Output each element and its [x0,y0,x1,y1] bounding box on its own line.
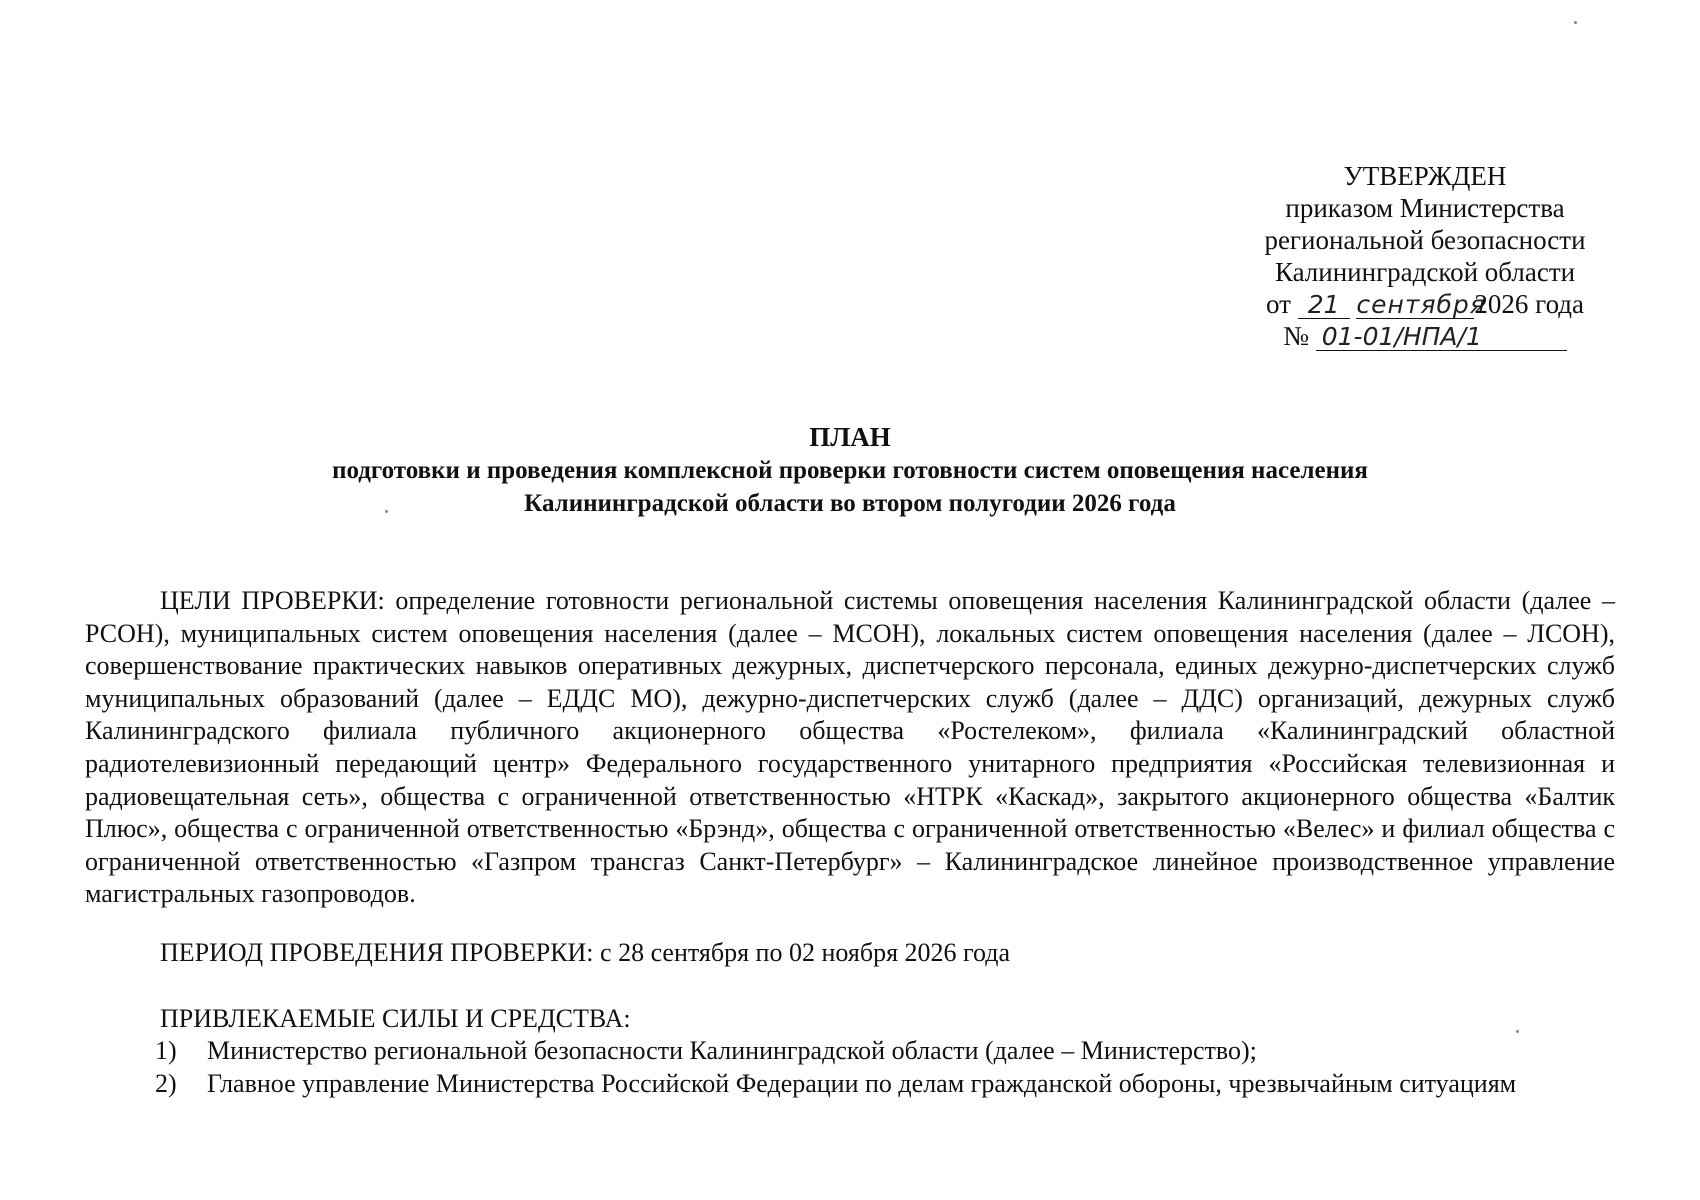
list-item-number: 2) [155,1068,177,1098]
title-line-2: Калининградской области во втором полугодии 2026 года [524,490,1176,517]
scan-speck [1574,21,1577,24]
document-title [100,420,1600,520]
forces-list [85,1035,1615,1100]
list-item-text: Главное управление Министерства Российской Федерации по делам гражданской обороны, чрезвычайным ситуациям [207,1068,1517,1098]
number-prefix: № [1283,321,1309,351]
approval-line-3: Калининградской области [1274,257,1576,287]
goals-paragraph: ЦЕЛИ ПРОВЕРКИ: определение готовности региональной системы оповещения населения Калининградской области (далее – РСОН), муниципальных систем оповещения населения (далее – МСОН), локальных систем оповещения населения (далее – ЛСОН), совершенствование практических навыков оперативных дежурных, диспетчерского персонала, единых дежурно-диспетчерских служб муниципальных образований (далее – ЕДДС МО), дежурно-диспетчерских служб (далее – ДДС) организаций, дежурных служб Калининградского филиала публичного акционерного общества «Ростелеком», филиала «Калининградский областной радиотелевизионный передающий центр» Федерального государственного унитарного предприятия «Российская телевизионная и радиовещательная сеть», общества с ограниченной ответственностью «НТРК «Каскад», закрытого акционерного общества «Балтик Плюс», общества с ограниченной ответственностью «Брэнд», общества с ограниченной ответственностью «Велес» и филиал общества с ограниченной ответственностью «Газпром трансгаз Санкт-Петербург» – Калининградское линейное производственное управление магистральных газопроводов. [85,586,1615,909]
handwritten-number: 01-01/НПА/1 [1316,324,1567,351]
approval-block [1245,160,1605,352]
approval-heading: УТВЕРЖДЕН [1343,161,1507,191]
list-item-number: 1) [155,1036,177,1066]
date-suffix: 2026 года [1474,289,1585,319]
approval-number [1245,320,1605,352]
list-item [85,1035,1615,1068]
scan-speck [385,510,388,513]
title-main: ПЛАН [809,422,891,452]
title-line-1: подготовки и проведения комплексной проверки готовности систем оповещения населения [332,457,1368,484]
list-item-text: Министерство региональной безопасности Калининградской области (далее – Министерство); [207,1036,1257,1066]
handwritten-month: сентября [1356,290,1486,319]
approval-line-1: приказом Министерства [1285,193,1565,223]
document-body [85,585,1615,1100]
date-prefix: от [1265,289,1291,319]
list-item [85,1068,1615,1101]
handwritten-day: 21 [1298,292,1350,319]
approval-date [1245,288,1605,320]
scan-speck [1516,1030,1519,1033]
forces-heading: ПРИВЛЕКАЕМЫЕ СИЛЫ И СРЕДСТВА: [160,1003,631,1033]
approval-line-2: региональной безопасности [1264,225,1586,255]
period-paragraph: ПЕРИОД ПРОВЕДЕНИЯ ПРОВЕРКИ: с 28 сентября по 02 ноября 2026 года [160,937,1011,967]
